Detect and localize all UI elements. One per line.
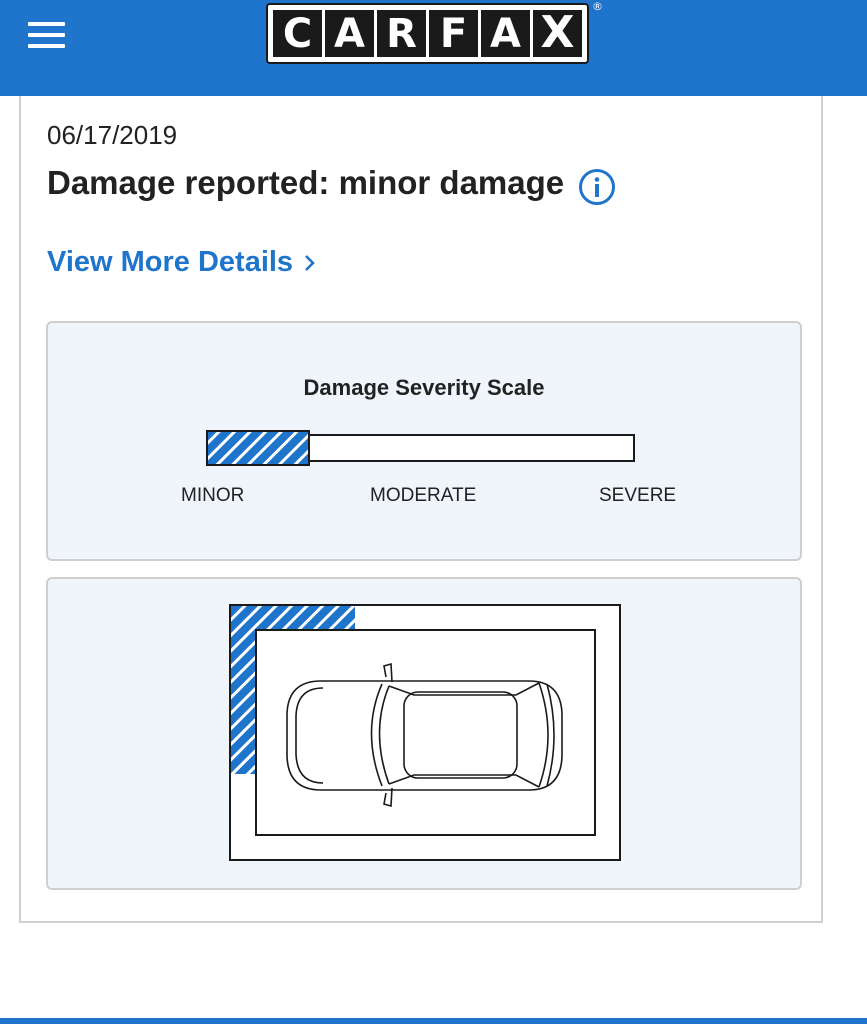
- severity-bar: [206, 427, 638, 469]
- diagram-inner-frame: [256, 630, 595, 835]
- severity-scale-panel: [46, 321, 802, 561]
- record-title: Damage reported: minor damage: [47, 164, 565, 201]
- logo-letter: F: [429, 10, 478, 57]
- details-link-label: View More Details: [47, 246, 294, 278]
- logo-letter: C: [273, 10, 322, 57]
- severity-label-moderate: MODERATE: [370, 485, 477, 506]
- severity-label-minor: MINOR: [181, 485, 245, 506]
- logo-letter: X: [533, 10, 582, 57]
- damage-record-card: [19, 96, 823, 923]
- bottom-accent-bar: [0, 1018, 867, 1024]
- severity-label-severe: SEVERE: [599, 485, 677, 506]
- chevron-right-icon: [303, 252, 317, 274]
- info-icon[interactable]: [578, 168, 616, 206]
- logo-letter: A: [325, 10, 374, 57]
- severity-bar-fill: [207, 431, 309, 465]
- car-damage-diagram: [229, 604, 623, 864]
- logo-letter: A: [481, 10, 530, 57]
- view-more-details-link[interactable]: [47, 246, 317, 279]
- damage-diagram-panel: [46, 577, 802, 890]
- severity-scale-title: Damage Severity Scale: [303, 375, 545, 400]
- record-title-row: [47, 160, 616, 206]
- record-date: 06/17/2019: [47, 120, 178, 150]
- hamburger-menu-icon[interactable]: [28, 22, 66, 48]
- registered-mark: ®: [592, 0, 603, 13]
- logo-letter: R: [377, 10, 426, 57]
- top-app-bar: [0, 0, 867, 96]
- carfax-logo[interactable]: [266, 3, 589, 64]
